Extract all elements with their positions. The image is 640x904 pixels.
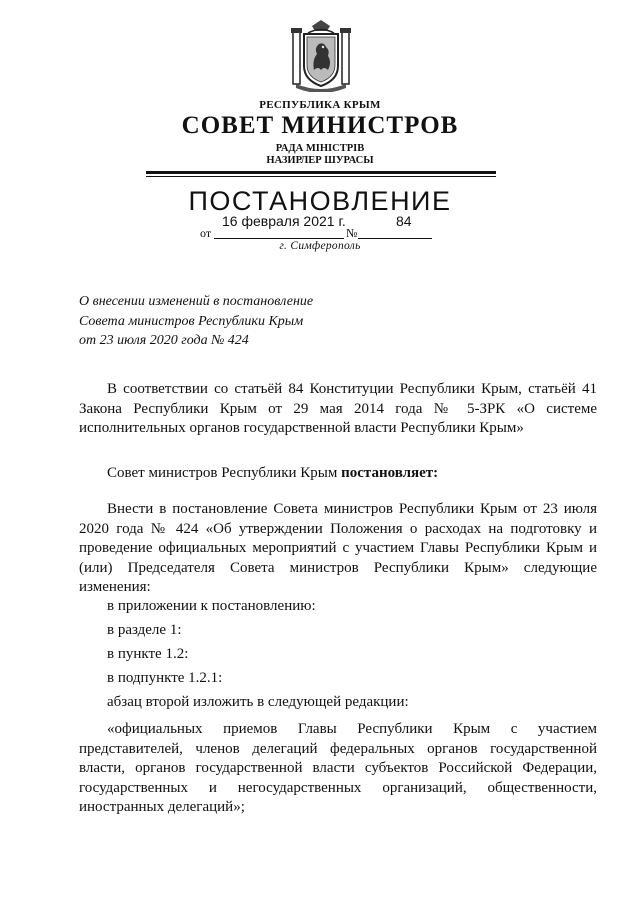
council-title-crimean-tatar: НАЗИРЛЕР ШУРАСЫ <box>266 155 374 166</box>
preamble-paragraph: В соответствии со статьёй 84 Конституции Республики Крым, статьёй 41 Закона Республики Крым от 29 мая 2014 года № 5-ЗРК «О системе исполнительных органов государственной власти Республики Крым» <box>79 381 597 436</box>
list-line: в разделе 1: <box>107 622 182 638</box>
decree-number: 84 <box>396 213 412 229</box>
subject-line: О внесении изменений в постановление <box>79 294 314 309</box>
decree-subject <box>79 292 379 351</box>
republic-name: РЕСПУБЛИКА КРЫМ <box>259 99 381 111</box>
document-type-title: ПОСТАНОВЛЕНИЕ <box>188 186 452 216</box>
resolution-keyword: постановляет: <box>341 465 439 481</box>
header-rule-thin <box>146 176 496 177</box>
council-title-ukrainian: РАДА МІНІСТРІВ <box>275 143 365 154</box>
list-line: абзац второй изложить в следующей редакции: <box>107 694 409 710</box>
list-line: в приложении к постановлению: <box>107 598 316 614</box>
list-line: в пункте 1.2: <box>107 646 189 662</box>
list-line: в подпункте 1.2.1: <box>107 670 223 686</box>
number-underline <box>358 238 432 239</box>
decree-date: 16 февраля 2021 г. <box>222 213 346 229</box>
amendment-paragraph: Внести в постановление Совета министров Республики Крым от 23 июля 2020 года № 424 «Об утверждении Положения о расходах на подготовку и проведение официальных мероприятий с участием Главы Республики Крым и (или) Председателя Совета министров Республики Крым» следующие изменения: <box>79 501 597 595</box>
resolution-text: Совет министров Республики Крым <box>107 465 342 481</box>
date-underline <box>214 238 344 239</box>
council-title: СОВЕТ МИНИСТРОВ <box>181 112 459 139</box>
new-wording-paragraph: «официальных приемов Главы Республики Крым с участием представителей, членов делегаций федеральных органов государственной власти, органов государственной власти субъектов Российской Федерации, государственных и негосударственных организаций, общественности, иностранных делегаций»; <box>79 721 597 815</box>
number-sign: № <box>346 226 358 240</box>
resolution-paragraph <box>79 464 597 484</box>
subject-line: от 23 июля 2020 года № 424 <box>79 333 249 348</box>
coat-of-arms-emblem <box>290 20 352 92</box>
header-rule-thick <box>146 171 496 174</box>
decree-city: г. Симферополь <box>279 240 361 252</box>
date-prefix: от <box>200 226 212 240</box>
subject-line: Совета министров Республики Крым <box>79 313 304 329</box>
